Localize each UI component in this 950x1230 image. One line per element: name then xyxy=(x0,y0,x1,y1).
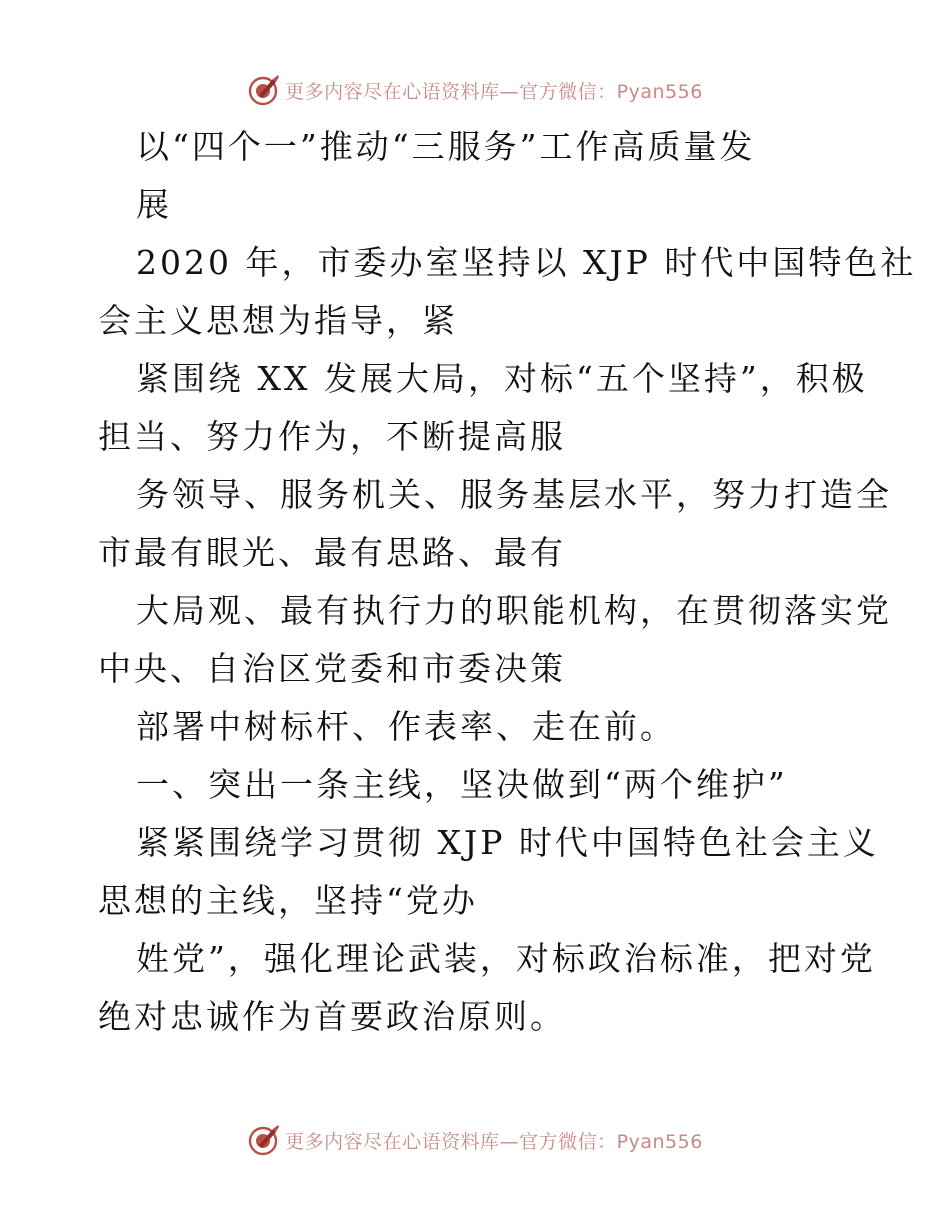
pen-nib-logo-icon xyxy=(247,1123,281,1157)
watermark-text: 更多内容尽在心语资料库—官方微信：Pyan556 xyxy=(285,80,703,103)
doc-paragraph-line: 思想的主线，坚持“党办 xyxy=(98,881,478,920)
doc-paragraph-line: 部署中树标杆、作表率、走在前。 xyxy=(136,707,676,746)
pen-nib-logo-icon xyxy=(247,73,281,107)
watermark-footer xyxy=(0,1120,950,1160)
doc-paragraph-line: 市最有眼光、最有思路、最有 xyxy=(98,533,566,572)
document-body xyxy=(98,118,917,1046)
doc-paragraph-line: 大局观、最有执行力的职能机构，在贯彻落实党 xyxy=(136,591,892,630)
doc-paragraph-line: 姓党”，强化理论武装，对标政治标准，把对党 xyxy=(136,939,876,978)
doc-paragraph-line: 2020 年，市委办室坚持以 XJP 时代中国特色社 xyxy=(136,243,917,282)
doc-title-line-2: 展 xyxy=(136,185,172,224)
doc-paragraph-line: 务领导、服务机关、服务基层水平，努力打造全 xyxy=(136,475,892,514)
section-heading: 一、突出一条主线，坚决做到“两个维护” xyxy=(136,765,788,804)
watermark-text: 更多内容尽在心语资料库—官方微信：Pyan556 xyxy=(285,1130,703,1153)
doc-paragraph-line: 紧紧围绕学习贯彻 XJP 时代中国特色社会主义 xyxy=(136,823,879,862)
watermark-header xyxy=(0,70,950,110)
doc-paragraph-line: 中央、自治区党委和市委决策 xyxy=(98,649,566,688)
doc-paragraph-line: 紧围绕 XX 发展大局，对标“五个坚持”，积极 xyxy=(136,359,868,398)
doc-paragraph-line: 担当、努力作为，不断提高服 xyxy=(98,417,566,456)
doc-paragraph-line: 绝对忠诚作为首要政治原则。 xyxy=(98,997,566,1036)
doc-title-line-1: 以“四个一”推动“三服务”工作高质量发 xyxy=(136,127,756,166)
doc-paragraph-line: 会主义思想为指导，紧 xyxy=(98,301,458,340)
